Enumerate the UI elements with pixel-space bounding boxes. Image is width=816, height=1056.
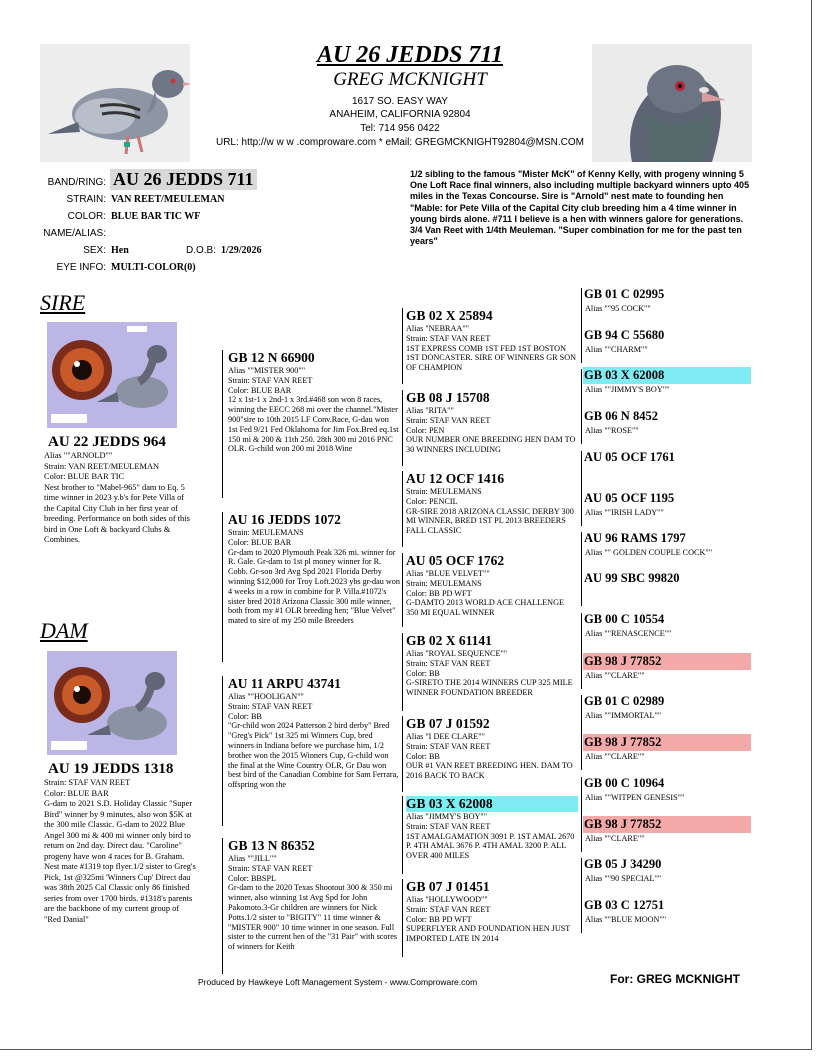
dam-line: Strain: STAF VAN REET bbox=[44, 778, 131, 787]
g4-alias: Alias ""CLARE"" bbox=[585, 671, 645, 680]
sire-line: Alias ""ARNOLD"" bbox=[44, 451, 113, 460]
great-grandparent-entry bbox=[406, 553, 578, 631]
ggp-line: Color: PEN bbox=[406, 425, 445, 435]
g4-bracket bbox=[581, 451, 582, 526]
g4-band: GB 03 C 12751 bbox=[584, 898, 665, 912]
ggp-line: Alias "HOLLYWOOD"" bbox=[406, 895, 488, 904]
ggp-bracket bbox=[402, 716, 403, 792]
great-grandparent-entry bbox=[406, 471, 578, 551]
phone: Tel: 714 956 0422 bbox=[360, 123, 440, 134]
strain-label: STRAIN: bbox=[66, 194, 106, 205]
g4-alias: Alias ""JIMMY'S BOY"" bbox=[585, 385, 670, 394]
band-value: AU 26 JEDDS 711 bbox=[110, 169, 257, 190]
dob-value: 1/29/2026 bbox=[221, 245, 262, 256]
gp-bracket bbox=[222, 350, 223, 498]
fourth-gen-entry bbox=[583, 490, 751, 519]
ggp-line: Strain: STAF VAN REET bbox=[406, 658, 491, 668]
ggp-line: OUR #1 VAN REET BREEDING HEN. DAM TO 2016 BACK TO BACK bbox=[406, 761, 573, 781]
ggp-line: Color: BB PD WFT bbox=[406, 588, 472, 598]
gp-bracket bbox=[222, 676, 223, 826]
ggp-line: G-SIRETO THE 2014 WINNERS CUP 325 MILE WINNER FOUNDATION BREEDER bbox=[406, 678, 573, 698]
ggp-line: 1ST AMALGAMATION 3091 P. 1ST AMAL 2670 P. 4TH AMAL 3676 P. 4TH AMAL 3200 P. ALL OVER 400 MILES bbox=[406, 831, 575, 861]
sire-heading: SIRE bbox=[40, 290, 86, 315]
g4-band: GB 01 C 02989 bbox=[584, 694, 665, 708]
gp-line: Alias ""HOOLIGAN"" bbox=[228, 692, 304, 701]
ggp-line: Alias "RITA"" bbox=[406, 406, 454, 415]
gp-band: AU 11 ARPU 43741 bbox=[228, 676, 341, 691]
gp-line: Gr-dam to the 2020 Texas Shootout 300 & 350 mi winner, also winning 1st Avg Spd for John Pakomoto.3-Gr children are winners for Nick Potts.1/2 sister to "BIGITY" 11 time winner & "MISTER 900" 10 time winner in one season. Full sister to the current hen of the "31 Pair" with scores of winners for Keith bbox=[228, 883, 398, 952]
ggp-line: Alias "ROYAL SEQUENCE"" bbox=[406, 649, 508, 658]
ggp-line: Color: BB bbox=[406, 668, 440, 678]
gp-line: Strain: MEULEMANS bbox=[228, 528, 304, 537]
g4-alias: Alias ""IMMORTAL"" bbox=[585, 711, 662, 720]
ggp-band: GB 07 J 01592 bbox=[406, 716, 490, 731]
gp-line: Alias ""JILL"" bbox=[228, 854, 277, 863]
g4-band: GB 03 X 62008 bbox=[583, 367, 751, 384]
fourth-gen-entry bbox=[583, 611, 751, 640]
ggp-band: AU 05 OCF 1762 bbox=[406, 553, 505, 568]
g4-bracket bbox=[581, 777, 582, 852]
color-label: COLOR: bbox=[67, 211, 106, 222]
ggp-line: Color: BB PD WFT bbox=[406, 914, 472, 924]
dam-line: G-dam to 2021 S.D. Holiday Classic "Super Bird" winner by 9 minutes, also won $5K at the 300 mile Classic. G-dam to 2022 Blue Angel 300 mi & 400 mi winner only bird to return on 2nd day. Direct dau. "Caroline" progeny have won 4 races for B. Graham. Nest mate #1319 top flyer.1/2 sister to Greg's Pick, 1st @325mi 'Winners Cup' Direct dau was 38th 2025 Cal Classic only 86 finished series from over 1700 birds. #1318's parents are the backbone of my current group of "Red Danial" bbox=[44, 799, 196, 924]
g4-alias: Alias ""ROSE"" bbox=[585, 426, 639, 435]
ggp-line: OUR NUMBER ONE BREEDING HEN DAM TO 30 WINNERS INCLUDING bbox=[406, 435, 576, 455]
sire-line: Color: BLUE BAR TIC bbox=[44, 472, 125, 481]
name-alias-label: NAME/ALIAS: bbox=[43, 228, 106, 239]
ggp-band: GB 07 J 01451 bbox=[406, 879, 490, 894]
fourth-gen-entry bbox=[583, 897, 751, 926]
band-label: BAND/RING: bbox=[47, 177, 106, 188]
gp-band: AU 16 JEDDS 1072 bbox=[228, 512, 341, 527]
great-grandparent-entry bbox=[406, 716, 578, 796]
g4-band: AU 05 OCF 1761 bbox=[584, 450, 675, 464]
dam-photo bbox=[47, 651, 177, 755]
g4-bracket bbox=[581, 532, 582, 606]
g4-band: GB 05 J 34290 bbox=[584, 857, 662, 871]
fourth-gen-entry bbox=[583, 286, 751, 315]
grandparent-entry bbox=[228, 350, 400, 498]
g4-bracket bbox=[581, 695, 582, 770]
g4-band: GB 94 C 55680 bbox=[584, 328, 665, 342]
gp-line: Color: BB bbox=[228, 711, 262, 721]
ggp-band: GB 08 J 15708 bbox=[406, 390, 490, 405]
g4-alias: Alias ""CHARM"" bbox=[585, 345, 648, 354]
ggp-line: G-DAMTO 2013 WORLD ACE CHALLENGE 350 MI EQUAL WINNER bbox=[406, 598, 564, 618]
great-grandparent-entry bbox=[406, 796, 578, 878]
ggp-band: GB 02 X 61141 bbox=[406, 633, 492, 648]
dob-label: D.O.B: bbox=[186, 245, 217, 256]
ggp-line: Alias "BLUE VELVET"" bbox=[406, 569, 490, 578]
bird-photo-left bbox=[40, 44, 190, 162]
address-line-2: ANAHEIM, CALIFORNIA 92804 bbox=[329, 109, 471, 120]
owner-name: GREG MCKNIGHT bbox=[333, 69, 487, 90]
ggp-band: AU 12 OCF 1416 bbox=[406, 471, 505, 486]
ggp-line: Color: BB bbox=[406, 751, 440, 761]
fourth-gen-entry bbox=[583, 327, 751, 356]
ggp-line: Strain: STAF VAN REET bbox=[406, 333, 491, 343]
ggp-line: Strain: STAF VAN REET bbox=[406, 904, 491, 914]
sire-band: AU 22 JEDDS 964 bbox=[48, 434, 166, 450]
dam-band: AU 19 JEDDS 1318 bbox=[48, 761, 174, 777]
grandparent-entry bbox=[228, 512, 400, 664]
ggp-band: GB 02 X 25894 bbox=[406, 308, 493, 323]
ggp-line: Alias "JIMMY'S BOY"" bbox=[406, 812, 488, 821]
g4-band: GB 06 N 8452 bbox=[584, 409, 658, 423]
fourth-gen-entry bbox=[583, 367, 751, 396]
fourth-gen-entry bbox=[583, 570, 751, 587]
g4-bracket bbox=[581, 369, 582, 444]
g4-alias: Alias ""90 SPECIAL"" bbox=[585, 874, 662, 883]
ggp-bracket bbox=[402, 553, 403, 627]
ggp-line: 1ST EXPRESS COMB 1ST FED 1ST BOSTON 1ST DONCASTER. SIRE OF WINNERS GR SON OF CHAMPION bbox=[406, 343, 577, 373]
sire-line: Nest brother to "Mabel-965" dam to Eq. 5 time winner in 2023 y.b's for Pete Villa of the Capital City Club in her first year of breeding. Performance on both sides of this bird in One Loft & backyard Clubs & Combines. bbox=[44, 482, 190, 544]
ggp-line: SUPERFLYER AND FOUNDATION HEN JUST IMPORTED LATE IN 2014 bbox=[406, 924, 571, 944]
gp-line: 12 x 1st-1 x 2nd-1 x 3rd.#468 son won 8 races, winning the EECC 268 mi over the channel."Mister 900"sire to 10th 2015 LF Conv.Race, G-dau won 1st Fed 9/21 Fed Oklahoma for Jim Fox.Bred eq.1st 150 mi & 200 & 11th 250. 28th 300 mi 2016 PNC OLR. G-child won 200 mi 2018 Wine bbox=[228, 395, 399, 454]
fourth-gen-entry bbox=[583, 816, 751, 845]
g4-alias: Alias ""CLARE"" bbox=[585, 752, 645, 761]
g4-alias: Alias ""BLUE MOON"" bbox=[585, 915, 667, 924]
ggp-band: GB 03 X 62008 bbox=[406, 796, 578, 812]
ggp-line: Alias "I DEE CLARE"" bbox=[406, 732, 485, 741]
fourth-gen-entry bbox=[583, 775, 751, 804]
great-grandparent-entry bbox=[406, 390, 578, 470]
g4-alias: Alias ""RENASCENCE"" bbox=[585, 629, 672, 638]
sire-info bbox=[44, 433, 196, 551]
ggp-line: Color: PENCIL bbox=[406, 496, 458, 506]
bird-description: 1/2 sibling to the famous "Mister McK" of Kenny Kelly, with progeny winning 5 One Loft Race final winners, also including multiple backyard winners upto 405 miles in the Texas Concourse. Sire is "Arnold" nest mate to founding hen "Mable: for Pete Villa of the Capital City club breeding him a 4 time winner in young birds alone. #711 I believe is a hen with winners galore for generations. 3/4 Van Reet with 1/4th Meuleman. "Super combination for me for the past ten years" bbox=[410, 169, 750, 247]
grandparent-entry bbox=[228, 838, 400, 974]
ggp-bracket bbox=[402, 796, 403, 874]
ggp-bracket bbox=[402, 633, 403, 711]
g4-alias: Alias ""CLARE"" bbox=[585, 834, 645, 843]
g4-band: GB 98 J 77852 bbox=[583, 653, 751, 670]
g4-band: AU 05 OCF 1195 bbox=[584, 491, 675, 505]
footer-for-owner: For: GREG MCKNIGHT bbox=[610, 972, 740, 986]
dam-heading: DAM bbox=[40, 618, 88, 643]
sire-photo bbox=[47, 322, 177, 428]
gp-band: GB 12 N 66900 bbox=[228, 350, 315, 365]
g4-band: GB 98 J 77852 bbox=[583, 734, 751, 751]
ggp-line: Strain: STAF VAN REET bbox=[406, 741, 491, 751]
fourth-gen-entry bbox=[583, 693, 751, 722]
great-grandparent-entry bbox=[406, 879, 578, 961]
gp-bracket bbox=[222, 838, 223, 974]
g4-band: GB 00 C 10554 bbox=[584, 612, 665, 626]
footer-produced-by: Produced by Hawkeye Loft Management System - www.Comproware.com bbox=[198, 977, 478, 987]
gp-line: Strain: STAF VAN REET bbox=[228, 701, 313, 711]
g4-alias: Alias ""95 COCK"" bbox=[585, 304, 651, 313]
gp-line: Gr-dam to 2020 Plymouth Peak 326 mi. winner for R. Gale. Gr-dam to 1st pl money winner for R. Cobb. Gr-son 3rd Avg Spd 2021 Florida Derby winning $12,000 for Troy Loft.2023 ybs gr-dau won 4 weeks in a row in combine for P. Villa.#1072's sister bred 2018 Arizona Classic 300 mile winner, both from my #1 OLR breeding hen; "Blue Velvet" mated to sire of my 250 mile Breeders bbox=[228, 547, 400, 626]
gp-band: GB 13 N 86352 bbox=[228, 838, 315, 853]
color-value: BLUE BAR TIC WF bbox=[111, 211, 201, 222]
fourth-gen-entry bbox=[583, 653, 751, 682]
g4-bracket bbox=[581, 613, 582, 689]
grandparent-entry bbox=[228, 676, 400, 826]
gp-bracket bbox=[222, 512, 223, 662]
gp-line: Color: BBSPL bbox=[228, 873, 277, 883]
eye-value: MULTI-COLOR(0) bbox=[111, 262, 196, 273]
ggp-bracket bbox=[402, 308, 403, 384]
fourth-gen-entry bbox=[583, 530, 751, 559]
great-grandparent-entry bbox=[406, 633, 578, 715]
g4-band: GB 00 C 10964 bbox=[584, 776, 665, 790]
ggp-bracket bbox=[402, 390, 403, 466]
fourth-gen-entry bbox=[583, 408, 751, 437]
ggp-line: GR-SIRE 2018 ARIZONA CLASSIC DERBY 300 MI WINNER, BRED 1ST PL 2013 BREEDERS FALL CLASSIC bbox=[406, 506, 574, 536]
g4-alias: Alias ""WITPEN GENESIS"" bbox=[585, 793, 685, 802]
g4-band: AU 99 SBC 99820 bbox=[584, 571, 680, 585]
strain-value: VAN REET/MEULEMAN bbox=[111, 194, 225, 205]
fourth-gen-entry bbox=[583, 734, 751, 763]
gp-line: Strain: STAF VAN REET bbox=[228, 863, 313, 873]
ggp-bracket bbox=[402, 471, 403, 547]
g4-alias: Alias ""IRISH LADY"" bbox=[585, 508, 664, 517]
fourth-gen-entry bbox=[583, 449, 751, 466]
g4-band: GB 01 C 02995 bbox=[584, 287, 665, 301]
gp-line: Strain: STAF VAN REET bbox=[228, 375, 313, 385]
gp-line: Color: BLUE BAR bbox=[228, 537, 292, 547]
fourth-gen-entry bbox=[583, 856, 751, 885]
g4-alias: Alias "" GOLDEN COUPLE COCK"" bbox=[585, 548, 713, 557]
gp-line: "Gr-child won 2024 Patterson 2 bird derby" Bred "Greg's Pick" 1st 325 mi Winners Cup, bred winners in Indiana before we purchase him, 1/2 brother won the 2015 Winners Cup, G-child won the final at the Wine Country OLR, Gr Dau won best bird of the Canadian Combine for Sam Ferrara, offspring won the bbox=[228, 721, 399, 790]
g4-bracket bbox=[581, 288, 582, 363]
sex-value: Hen bbox=[111, 245, 129, 256]
great-grandparent-entry bbox=[406, 308, 578, 388]
dam-line: Color: BLUE BAR bbox=[44, 788, 109, 798]
web-email-line: URL: http://w w w .comproware.com * eMail: GREGMCKNIGHT92804@MSN.COM bbox=[215, 137, 584, 148]
ggp-line: Alias "NEBRAA"" bbox=[406, 324, 470, 333]
ggp-line: Strain: MEULEMANS bbox=[406, 487, 482, 496]
g4-band: AU 96 RAMS 1797 bbox=[584, 531, 686, 545]
sire-line: Strain: VAN REET/MEULEMAN bbox=[44, 461, 160, 471]
ggp-line: Strain: STAF VAN REET bbox=[406, 415, 491, 425]
eye-label: EYE INFO: bbox=[56, 262, 106, 273]
sex-label: SEX: bbox=[83, 245, 106, 256]
ggp-bracket bbox=[402, 879, 403, 957]
ggp-line: Strain: STAF VAN REET bbox=[406, 821, 491, 831]
gp-line: Color: BLUE BAR bbox=[228, 385, 292, 395]
page-title: AU 26 JEDDS 711 bbox=[316, 42, 504, 68]
gp-line: Alias ""MISTER 900"" bbox=[228, 366, 306, 375]
g4-bracket bbox=[581, 858, 582, 933]
ggp-line: Strain: MEULEMANS bbox=[406, 578, 482, 588]
address-line-1: 1617 SO. EASY WAY bbox=[352, 96, 448, 107]
dam-info bbox=[44, 760, 196, 942]
g4-band: GB 98 J 77852 bbox=[583, 816, 751, 833]
